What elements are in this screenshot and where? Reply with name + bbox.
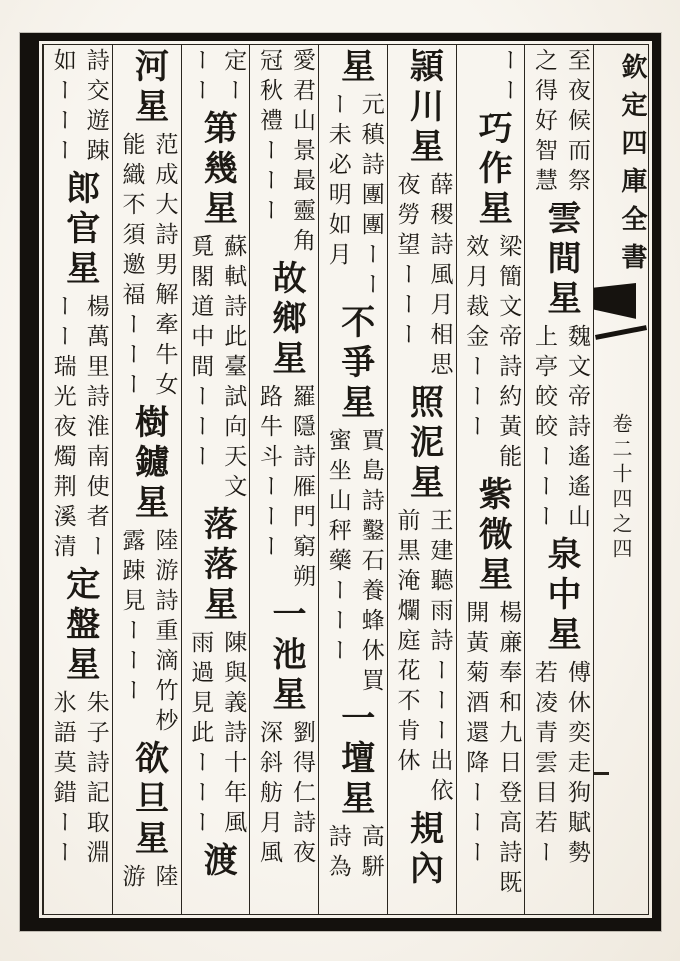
entry-headword: 樹鑢星 bbox=[128, 404, 169, 524]
text-column-7 bbox=[112, 45, 181, 914]
entry-annotation bbox=[44, 690, 112, 872]
entry-annotation bbox=[250, 720, 318, 872]
entry-annotation bbox=[250, 384, 318, 596]
entry-headword: 一池星 bbox=[266, 596, 306, 716]
annotation-right: 范成大詩男解牽牛女 bbox=[151, 132, 178, 402]
annotation-right: 陸游詩重滴竹杪 bbox=[151, 528, 178, 738]
annotation-right: 楊萬里詩淮南使者ー bbox=[82, 294, 109, 564]
annotation-left: 游 bbox=[118, 864, 145, 894]
entry-headword: 星 bbox=[334, 48, 375, 88]
annotation-left: 前黒淹爛庭花不肯休 bbox=[393, 508, 420, 778]
annotation-left: 覓閣道中間ーーー bbox=[187, 234, 214, 474]
banxin-column bbox=[593, 45, 648, 914]
entry-headword: 雲間星 bbox=[541, 200, 581, 320]
annotation-left: 氷語莫錯ーー bbox=[49, 690, 76, 870]
book-title: 欽定四庫全書 bbox=[617, 53, 647, 281]
annotation-left: ーー瑞光夜燭荆溪清 bbox=[49, 294, 76, 564]
text-column-5 bbox=[249, 45, 318, 914]
annotation-right: 定ー bbox=[220, 48, 247, 108]
text-column-8 bbox=[43, 45, 112, 914]
entry-annotation bbox=[250, 48, 318, 260]
text-column-2 bbox=[456, 45, 525, 914]
entry-headword: 頴川星 bbox=[403, 48, 444, 168]
entry-annotation bbox=[319, 428, 387, 700]
annotation-left: 開黃菊酒還降ーーー bbox=[462, 600, 489, 870]
annotation-left: 深斜舫月風 bbox=[256, 720, 282, 870]
annotation-right: 朱子詩記取淵 bbox=[82, 690, 109, 870]
annotation-left: 若凌青雲目若ー bbox=[531, 660, 557, 870]
entry-annotation bbox=[525, 324, 593, 536]
entry-headword: 照泥星 bbox=[403, 384, 444, 504]
annotation-left: 夜勞望ーーー bbox=[393, 172, 420, 352]
entry-headword: 故鄉星 bbox=[266, 260, 306, 380]
entry-headword: 泉中星 bbox=[541, 536, 581, 656]
annotation-right: 賈島詩鑿石養蜂休買 bbox=[357, 428, 384, 698]
annotation-right: 劉得仁詩夜 bbox=[289, 720, 315, 870]
entry-annotation bbox=[182, 48, 250, 110]
fishtail-mark-body bbox=[594, 283, 636, 329]
entry-headword: 一壇星 bbox=[334, 700, 375, 820]
annotation-left: ーー bbox=[187, 48, 214, 108]
entry-annotation bbox=[182, 234, 250, 506]
entry-headword: 紫微星 bbox=[472, 476, 513, 596]
annotation-left: 上亭皎皎ーーー bbox=[531, 324, 557, 534]
annotation-left: 露踈見ーーー bbox=[118, 528, 145, 708]
fishtail-icon bbox=[594, 283, 638, 343]
annotation-right: 王建聽雨詩ーーー出依 bbox=[426, 508, 453, 808]
entry-annotation bbox=[113, 864, 181, 900]
annotation-left: ー未必明如月 bbox=[324, 92, 351, 272]
annotation-right: 陳與義詩十年風 bbox=[220, 630, 247, 840]
entry-annotation bbox=[44, 294, 112, 566]
entry-annotation bbox=[457, 600, 525, 902]
annotation-right: 至夜候而祭 bbox=[564, 48, 590, 198]
entry-annotation bbox=[319, 92, 387, 304]
annotation-left: 之得好智慧 bbox=[531, 48, 557, 198]
annotation-left: 如ーーー bbox=[49, 48, 76, 168]
volume-label: 卷二十四之四 bbox=[609, 413, 633, 563]
entry-annotation bbox=[113, 132, 181, 404]
entry-headword: 定盤星 bbox=[59, 566, 100, 686]
annotation-left: 效月裁金ーーー bbox=[462, 234, 489, 444]
fishtail-mark-stripe bbox=[595, 325, 647, 340]
annotation-left: 路牛斗ーーー bbox=[256, 384, 282, 564]
entry-annotation bbox=[388, 508, 456, 810]
annotation-left: 雨過見此ーーー bbox=[187, 630, 214, 840]
annotation-left: 冠秋禮ーーー bbox=[256, 48, 282, 228]
entry-annotation bbox=[457, 48, 525, 110]
annotation-right: 愛君山景最靈角 bbox=[289, 48, 315, 258]
entry-headword: 落落星 bbox=[197, 506, 238, 626]
annotation-right: ーー bbox=[495, 48, 522, 108]
entry-annotation bbox=[525, 660, 593, 902]
annotation-right: 元稹詩團團ーー bbox=[357, 92, 384, 302]
annotation-right: 詩交遊踈 bbox=[82, 48, 109, 168]
annotation-right: 薛稷詩風月相思 bbox=[426, 172, 453, 382]
annotation-left: 能織不須邀福ーーー bbox=[118, 132, 145, 402]
entry-annotation bbox=[44, 48, 112, 170]
annotation-right: 魏文帝詩遙遙山 bbox=[564, 324, 590, 534]
annotation-right: 傅休奕走狗賦勢 bbox=[564, 660, 590, 870]
text-column-6 bbox=[181, 45, 250, 914]
annotation-right: 梁簡文帝詩約黃能 bbox=[495, 234, 522, 474]
annotation-right: 楊亷奉和九日登高詩既 bbox=[495, 600, 522, 900]
column-grid bbox=[42, 44, 649, 915]
entry-annotation bbox=[525, 48, 593, 200]
fold-tick-mark bbox=[594, 772, 609, 775]
entry-annotation bbox=[113, 528, 181, 740]
text-column-3 bbox=[387, 45, 456, 914]
entry-annotation bbox=[319, 824, 387, 886]
entry-headword: 郎官星 bbox=[59, 170, 100, 290]
text-column-4 bbox=[318, 45, 387, 914]
entry-headword: 渡 bbox=[197, 842, 238, 882]
entry-annotation bbox=[182, 630, 250, 842]
annotation-left: 詩為 bbox=[324, 824, 351, 884]
entry-headword: 欲旦星 bbox=[128, 740, 169, 860]
text-column-1 bbox=[524, 45, 593, 914]
entry-headword: 河星 bbox=[128, 48, 169, 128]
entry-headword: 不爭星 bbox=[334, 304, 375, 424]
entry-headword: 第幾星 bbox=[197, 110, 238, 230]
annotation-right: 羅隱詩雁門窮朔 bbox=[289, 384, 315, 594]
entry-annotation bbox=[457, 234, 525, 476]
annotation-right: 蘇軾詩此臺試向天文 bbox=[220, 234, 247, 504]
page-border-frame bbox=[20, 33, 661, 931]
entry-headword: 巧作星 bbox=[472, 110, 513, 230]
annotation-right: 陸 bbox=[151, 864, 178, 894]
entry-annotation bbox=[388, 172, 456, 384]
annotation-left: 蜜坐山秤藥ーーー bbox=[324, 428, 351, 668]
entry-headword: 規內 bbox=[403, 810, 444, 890]
annotation-right: 高駢 bbox=[357, 824, 384, 884]
